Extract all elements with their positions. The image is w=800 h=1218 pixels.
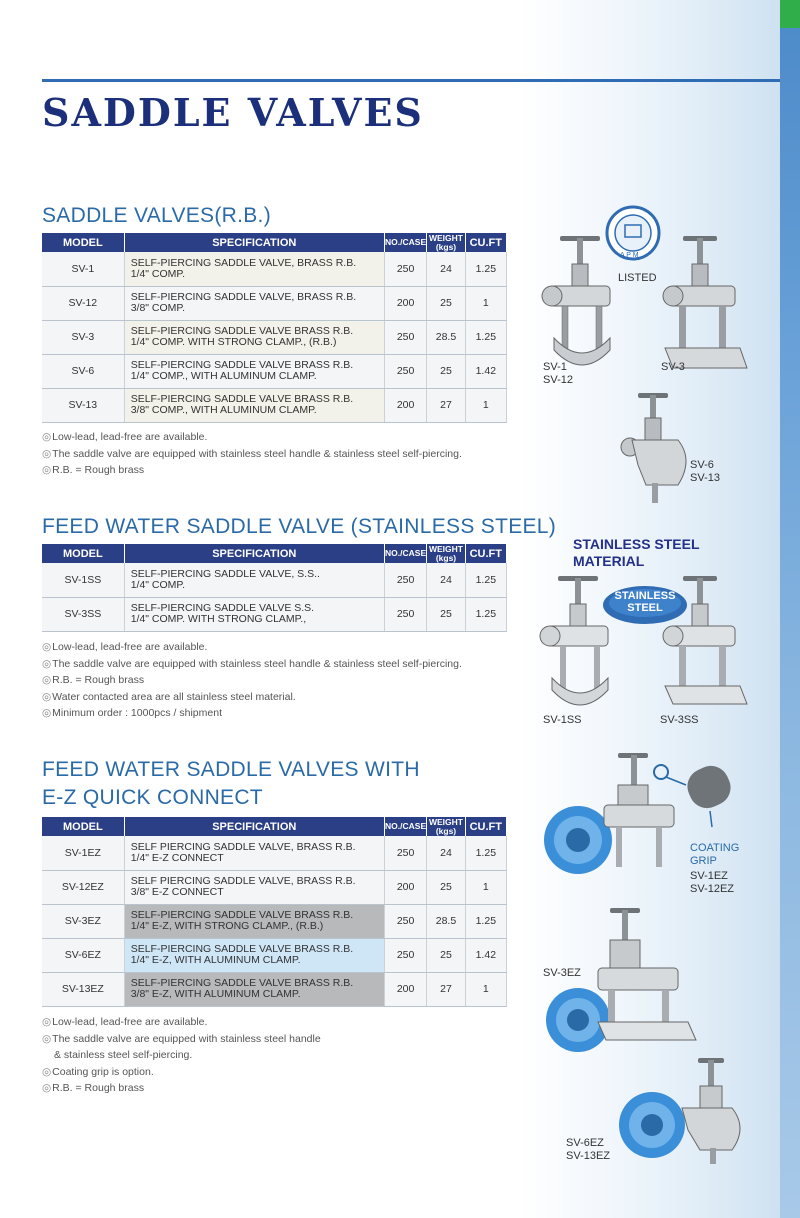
ss-bubble-line: STAINLESS xyxy=(614,590,676,602)
cuft-cell: 1.25 xyxy=(465,563,506,597)
col-header-model: MODEL xyxy=(42,544,124,563)
cuft-cell: 1.25 xyxy=(465,836,506,870)
note-item: ◎ Coating grip is option. xyxy=(42,1064,321,1081)
spec-line: 1/4" E-Z CONNECT xyxy=(130,851,224,864)
spec-line: SELF PIERCING SADDLE VALVE, BRASS R.B. xyxy=(130,875,356,887)
section-title-rb: SADDLE VALVES(R.B.) xyxy=(42,204,271,227)
coating-grip-line: COATING xyxy=(690,842,740,854)
cuft-cell: 1.25 xyxy=(465,597,506,631)
cuft-cell: 1.25 xyxy=(465,904,506,938)
weight-cell: 27 xyxy=(427,972,465,1006)
spec-line: SELF-PIERCING SADDLE VALVE S.S. xyxy=(130,602,315,614)
sv6-label-line: SV-6 xyxy=(690,459,714,471)
sv3ez-label: SV-3EZ xyxy=(543,967,581,979)
note-item: ◎ R.B. = Rough brass xyxy=(42,462,462,479)
cuft-cell: 1.25 xyxy=(465,252,506,286)
spec-line: 1/4" COMP., WITH ALUMINUM CLAMP. xyxy=(130,370,317,382)
no-case-cell: 250 xyxy=(384,836,426,870)
spec-line: SELF PIERCING SADDLE VALVE, BRASS R.B. xyxy=(130,840,356,853)
no-case-cell: 250 xyxy=(384,938,426,972)
sv1-label xyxy=(543,361,573,387)
ss-bubble-line: STEEL xyxy=(627,602,663,614)
weight-cell: 28.5 xyxy=(427,320,465,354)
model-cell: SV-6 xyxy=(42,354,124,388)
spec-line: 1/4" COMP. WITH STRONG CLAMP., (R.B.) xyxy=(130,336,337,348)
cuft-cell: 1 xyxy=(465,870,506,904)
col-header-no-case: NO./CASE xyxy=(384,544,426,563)
listed-label: LISTED xyxy=(618,272,657,284)
weight-cell: 28.5 xyxy=(427,904,465,938)
spec-line: SELF-PIERCING SADDLE VALVE, BRASS R.B. xyxy=(130,256,357,269)
saddle-valve-illustration-icon xyxy=(538,568,630,718)
note-item: ◎ The saddle valve are equipped with stainless steel handle & stainless steel self-piercing. xyxy=(42,656,462,673)
sv12ez-label-line: SV-12EZ xyxy=(690,883,735,895)
sv1ez-label xyxy=(690,870,734,896)
sv1ez-label-line: SV-1EZ xyxy=(690,870,728,882)
model-cell: SV-12 xyxy=(42,286,124,320)
sv6ez-label-line: SV-6EZ xyxy=(566,1137,604,1149)
saddle-valve-illustration-icon xyxy=(618,385,698,510)
sv3ss-label: SV-3SS xyxy=(660,714,699,726)
spec-cell xyxy=(124,597,384,631)
model-cell: SV-12EZ xyxy=(42,870,124,904)
sv6ez-label xyxy=(566,1137,610,1163)
coating-grip-line: GRIP xyxy=(690,855,717,867)
ez-connect-fitting-icon xyxy=(612,1050,752,1170)
model-cell: SV-3SS xyxy=(42,597,124,631)
spec-line: 3/8" COMP. xyxy=(130,302,185,314)
ss-heading-line: MATERIAL xyxy=(573,553,645,569)
spec-cell xyxy=(124,836,384,870)
saddle-valve-illustration-icon xyxy=(655,568,750,718)
col-header-model: MODEL xyxy=(42,233,124,252)
spec-table-rb xyxy=(42,233,507,423)
note-item: ◎ Low-lead, lead-free are available. xyxy=(42,639,462,656)
spec-cell xyxy=(124,286,384,320)
weight-cell: 25 xyxy=(427,597,465,631)
note-item: ◎ Minimum order : 1000pcs / shipment xyxy=(42,705,462,722)
weight-cell: 27 xyxy=(427,388,465,422)
weight-cell: 25 xyxy=(427,354,465,388)
spec-line: SELF-PIERCING SADDLE VALVE BRASS R.B. xyxy=(130,393,354,405)
saddle-valve-illustration-icon xyxy=(540,228,630,378)
no-case-cell: 250 xyxy=(384,354,426,388)
spec-line: SELF-PIERCING SADDLE VALVE, BRASS R.B. xyxy=(130,291,357,303)
spec-cell xyxy=(124,563,384,597)
col-header-no-case: NO./CASE xyxy=(384,817,426,836)
col-header-specification: SPECIFICATION xyxy=(124,233,384,252)
table-row xyxy=(42,563,507,597)
section-title-ez-line2: E-Z QUICK CONNECT xyxy=(42,786,263,809)
cuft-cell: 1.42 xyxy=(465,354,506,388)
notes-rb xyxy=(42,429,462,479)
note-item: ◎ R.B. = Rough brass xyxy=(42,672,462,689)
model-cell: SV-13EZ xyxy=(42,972,124,1006)
spec-line: 1/4" E-Z, WITH ALUMINUM CLAMP. xyxy=(130,954,301,966)
sv3-label: SV-3 xyxy=(661,361,685,373)
no-case-cell: 250 xyxy=(384,563,426,597)
no-case-cell: 200 xyxy=(384,870,426,904)
spec-line: SELF-PIERCING SADDLE VALVE BRASS R.B. xyxy=(130,909,354,921)
spec-line: 1/4" E-Z, WITH STRONG CLAMP., (R.B.) xyxy=(130,920,324,932)
section-title-ez-line1: FEED WATER SADDLE VALVES WITH xyxy=(42,758,420,781)
table-row xyxy=(42,870,507,904)
spec-line: 3/8" E-Z CONNECT xyxy=(130,886,224,898)
cuft-cell: 1 xyxy=(465,972,506,1006)
col-header-weight: WEIGHT (kgs) xyxy=(427,233,465,252)
no-case-cell: 200 xyxy=(384,972,426,1006)
note-item: ◎ The saddle valve are equipped with stainless steel handle & stainless steel self-piercing. xyxy=(42,446,462,463)
page-title: SADDLE VALVES xyxy=(42,90,424,135)
note-item: ◎ The saddle valve are equipped with stainless steel handle xyxy=(42,1031,321,1048)
no-case-cell: 200 xyxy=(384,388,426,422)
weight-cell: 25 xyxy=(427,938,465,972)
spec-line: SELF-PIERCING SADDLE VALVE BRASS R.B. xyxy=(130,943,354,955)
col-header-specification: SPECIFICATION xyxy=(124,817,384,836)
spec-cell xyxy=(124,252,384,286)
col-header-cuft: CU.FT xyxy=(465,233,506,252)
spec-cell xyxy=(124,972,384,1006)
table-row xyxy=(42,904,507,938)
col-header-cuft: CU.FT xyxy=(465,544,506,563)
spec-line: 3/8" E-Z, WITH ALUMINUM CLAMP. xyxy=(130,988,301,1000)
spec-cell xyxy=(124,320,384,354)
section-title-stainless: FEED WATER SADDLE VALVE (STAINLESS STEEL) xyxy=(42,515,557,538)
spec-line: 1/4" COMP. WITH STRONG CLAMP., xyxy=(130,613,307,625)
weight-cell: 24 xyxy=(427,252,465,286)
note-item: ◎ Water contacted area are all stainless steel material. xyxy=(42,689,462,706)
spec-cell xyxy=(124,938,384,972)
spec-table-stainless xyxy=(42,544,507,632)
table-row xyxy=(42,972,507,1006)
weight-cell: 25 xyxy=(427,286,465,320)
col-header-model: MODEL xyxy=(42,817,124,836)
sv13ez-label-line: SV-13EZ xyxy=(566,1150,611,1162)
no-case-cell: 250 xyxy=(384,320,426,354)
col-header-cuft: CU.FT xyxy=(465,817,506,836)
no-case-cell: 200 xyxy=(384,286,426,320)
table-row xyxy=(42,597,507,631)
note-item: ◎ Low-lead, lead-free are available. xyxy=(42,429,462,446)
note-item: & stainless steel self-piercing. xyxy=(54,1049,193,1061)
table-row xyxy=(42,252,507,286)
model-cell: SV-13 xyxy=(42,388,124,422)
table-row xyxy=(42,286,507,320)
weight-cell: 24 xyxy=(427,836,465,870)
no-case-cell: 250 xyxy=(384,252,426,286)
note-item: ◎ R.B. = Rough brass xyxy=(42,1080,321,1097)
ez-connect-fitting-icon xyxy=(538,900,708,1060)
model-cell: SV-3EZ xyxy=(42,904,124,938)
spec-table-ez xyxy=(42,817,507,1007)
spec-line: SELF-PIERCING SADDLE VALVE BRASS R.B. xyxy=(130,325,354,337)
table-row xyxy=(42,388,507,422)
col-header-weight: WEIGHT (kgs) xyxy=(427,817,465,836)
table-row xyxy=(42,320,507,354)
spec-line: SELF-PIERCING SADDLE VALVE BRASS R.B. xyxy=(130,359,354,371)
model-cell: SV-1SS xyxy=(42,563,124,597)
spec-line: SELF-PIERCING SADDLE VALVE, S.S.. xyxy=(130,567,320,580)
spec-line: 1/4" COMP. xyxy=(130,267,185,280)
model-cell: SV-1EZ xyxy=(42,836,124,870)
weight-cell: 24 xyxy=(427,563,465,597)
title-rule xyxy=(42,79,780,82)
sv1ss-label: SV-1SS xyxy=(543,714,582,726)
sv1-label-line: SV-1 xyxy=(543,361,567,373)
right-edge-green-tab xyxy=(780,0,800,28)
spec-cell xyxy=(124,388,384,422)
coating-grip-label xyxy=(690,842,739,868)
notes-stainless xyxy=(42,639,462,722)
model-cell: SV-3 xyxy=(42,320,124,354)
col-header-weight: WEIGHT (kgs) xyxy=(427,544,465,563)
no-case-cell: 250 xyxy=(384,904,426,938)
spec-line: 3/8" COMP., WITH ALUMINUM CLAMP. xyxy=(130,404,317,416)
sv12-label-line: SV-12 xyxy=(543,374,573,386)
right-edge-band xyxy=(780,0,800,1218)
note-item: ◎ Low-lead, lead-free are available. xyxy=(42,1014,321,1031)
badge-text: A P M xyxy=(620,252,639,259)
cuft-cell: 1.42 xyxy=(465,938,506,972)
cuft-cell: 1 xyxy=(465,388,506,422)
spec-line: 1/4" COMP. xyxy=(130,578,185,591)
spec-cell xyxy=(124,904,384,938)
stainless-steel-heading xyxy=(573,536,700,570)
table-row xyxy=(42,354,507,388)
cuft-cell: 1.25 xyxy=(465,320,506,354)
sv13-label-line: SV-13 xyxy=(690,472,720,484)
weight-cell: 25 xyxy=(427,870,465,904)
cuft-cell: 1 xyxy=(465,286,506,320)
col-header-no-case: NO./CASE xyxy=(384,233,426,252)
spec-line: SELF-PIERCING SADDLE VALVE BRASS R.B. xyxy=(130,977,354,989)
ss-heading-line: STAINLESS STEEL xyxy=(573,536,700,552)
sv6-label xyxy=(690,459,720,485)
model-cell: SV-1 xyxy=(42,252,124,286)
col-header-specification: SPECIFICATION xyxy=(124,544,384,563)
spec-cell xyxy=(124,870,384,904)
spec-cell xyxy=(124,354,384,388)
no-case-cell: 250 xyxy=(384,597,426,631)
table-row xyxy=(42,938,507,972)
notes-ez xyxy=(42,1014,321,1097)
table-row xyxy=(42,836,507,870)
model-cell: SV-6EZ xyxy=(42,938,124,972)
